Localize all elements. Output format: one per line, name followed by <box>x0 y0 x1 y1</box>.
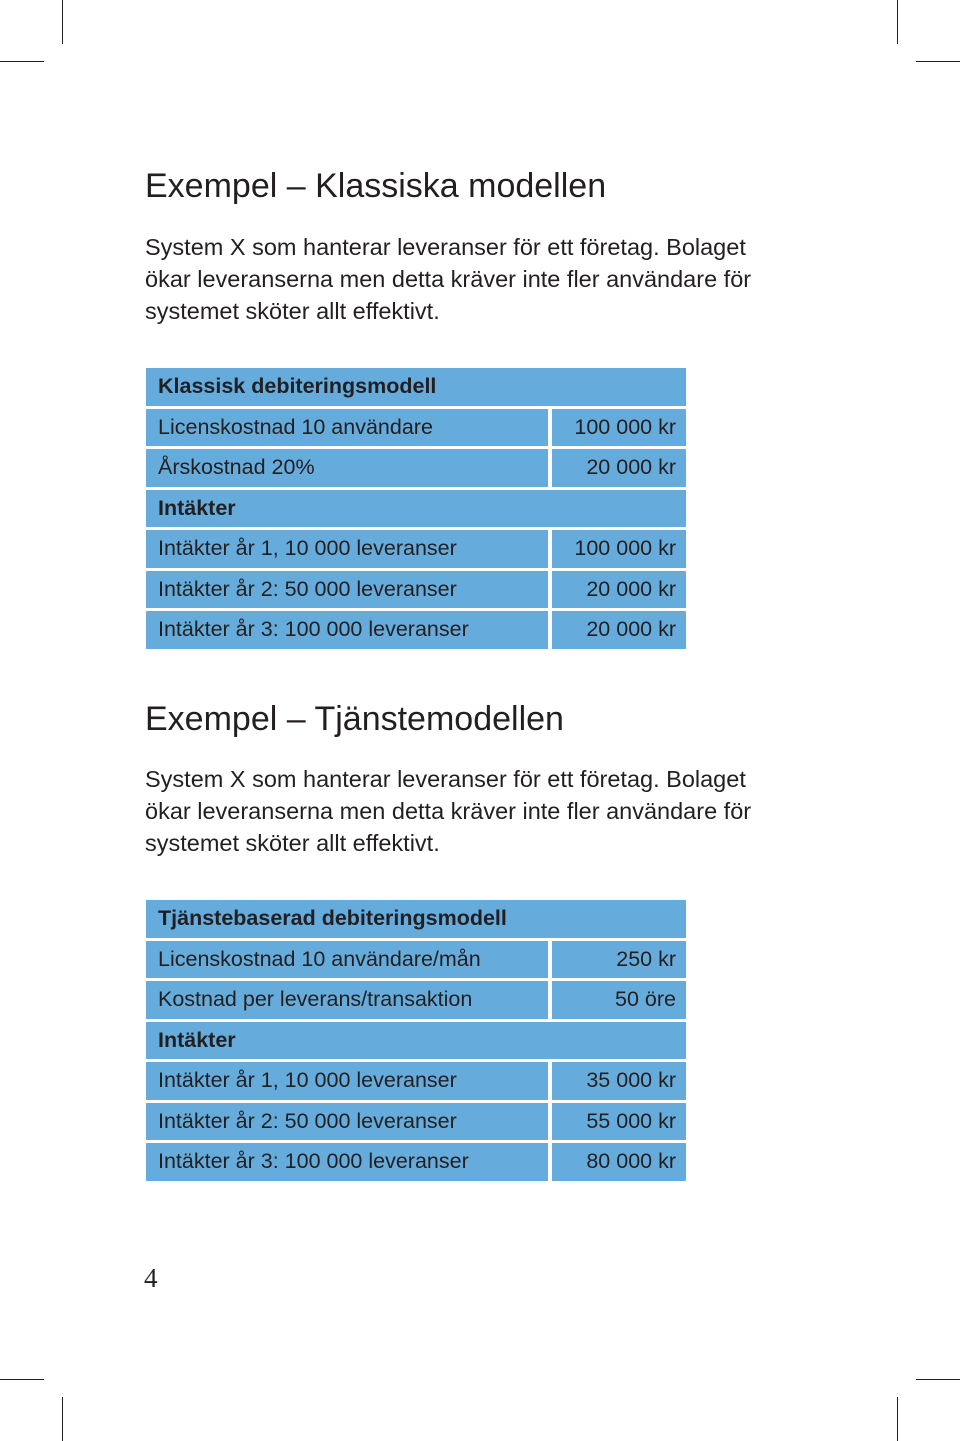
crop-mark-bottom-left-h <box>0 1379 44 1380</box>
crop-mark-top-right-h <box>916 61 960 62</box>
table-row <box>146 571 686 612</box>
table-cell-value: 100 000 kr <box>552 409 686 447</box>
table-row <box>146 611 686 652</box>
body-line: systemet sköter allt effektivt. <box>145 830 440 856</box>
table-section-header: Intäkter <box>146 490 686 528</box>
section-heading-classic: Exempel – Klassiska modellen <box>145 167 607 205</box>
table-cell-value: 20 000 kr <box>552 449 686 487</box>
section-body-classic <box>145 231 845 327</box>
section-body-service <box>145 763 845 859</box>
table-cell-value: 80 000 kr <box>552 1143 686 1181</box>
table-title: Tjänstebaserad debiteringsmodell <box>146 900 686 938</box>
body-line: System X som hanterar leveranser för ett företag. Bolaget <box>145 766 746 792</box>
table-title-row <box>146 900 686 941</box>
classic-billing-table <box>146 368 686 652</box>
page-number: 4 <box>144 1263 158 1293</box>
table-cell-value: 250 kr <box>552 941 686 979</box>
table-row <box>146 1103 686 1144</box>
table-cell-label: Intäkter år 3: 100 000 leveranser <box>146 611 548 649</box>
table-row <box>146 981 686 1022</box>
table-row <box>146 1062 686 1103</box>
table-cell-value: 50 öre <box>552 981 686 1019</box>
crop-mark-top-left <box>62 0 63 44</box>
table-cell-label: Intäkter år 1, 10 000 leveranser <box>146 1062 548 1100</box>
table-section-header: Intäkter <box>146 1022 686 1060</box>
table-cell-value: 55 000 kr <box>552 1103 686 1141</box>
table-cell-label: Intäkter år 2: 50 000 leveranser <box>146 1103 548 1141</box>
table-row <box>146 1143 686 1184</box>
body-line: ökar leveranserna men detta kräver inte fler användare för <box>145 266 752 292</box>
crop-mark-top-left-h <box>0 61 44 62</box>
body-line: ökar leveranserna men detta kräver inte fler användare för <box>145 798 752 824</box>
section-heading-service: Exempel – Tjänstemodellen <box>145 700 564 738</box>
table-cell-value: 20 000 kr <box>552 611 686 649</box>
crop-mark-bottom-left <box>62 1397 63 1441</box>
table-cell-value: 20 000 kr <box>552 571 686 609</box>
table-title: Klassisk debiteringsmodell <box>146 368 686 406</box>
crop-mark-bottom-right-h <box>916 1379 960 1380</box>
table-cell-label: Årskostnad 20% <box>146 449 548 487</box>
service-billing-table <box>146 900 686 1184</box>
table-section-header-row <box>146 490 686 531</box>
table-cell-label: Licenskostnad 10 användare/mån <box>146 941 548 979</box>
table-section-header-row <box>146 1022 686 1063</box>
body-line: System X som hanterar leveranser för ett företag. Bolaget <box>145 234 746 260</box>
table-title-row <box>146 368 686 409</box>
table-cell-value: 35 000 kr <box>552 1062 686 1100</box>
table-cell-value: 100 000 kr <box>552 530 686 568</box>
body-line: systemet sköter allt effektivt. <box>145 298 440 324</box>
table-row <box>146 941 686 982</box>
table-row <box>146 449 686 490</box>
crop-mark-top-right <box>897 0 898 44</box>
table-cell-label: Intäkter år 1, 10 000 leveranser <box>146 530 548 568</box>
table-cell-label: Intäkter år 3: 100 000 leveranser <box>146 1143 548 1181</box>
table-row <box>146 409 686 450</box>
table-cell-label: Licenskostnad 10 användare <box>146 409 548 447</box>
table-row <box>146 530 686 571</box>
crop-mark-bottom-right <box>897 1397 898 1441</box>
table-cell-label: Intäkter år 2: 50 000 leveranser <box>146 571 548 609</box>
table-cell-label: Kostnad per leverans/transaktion <box>146 981 548 1019</box>
